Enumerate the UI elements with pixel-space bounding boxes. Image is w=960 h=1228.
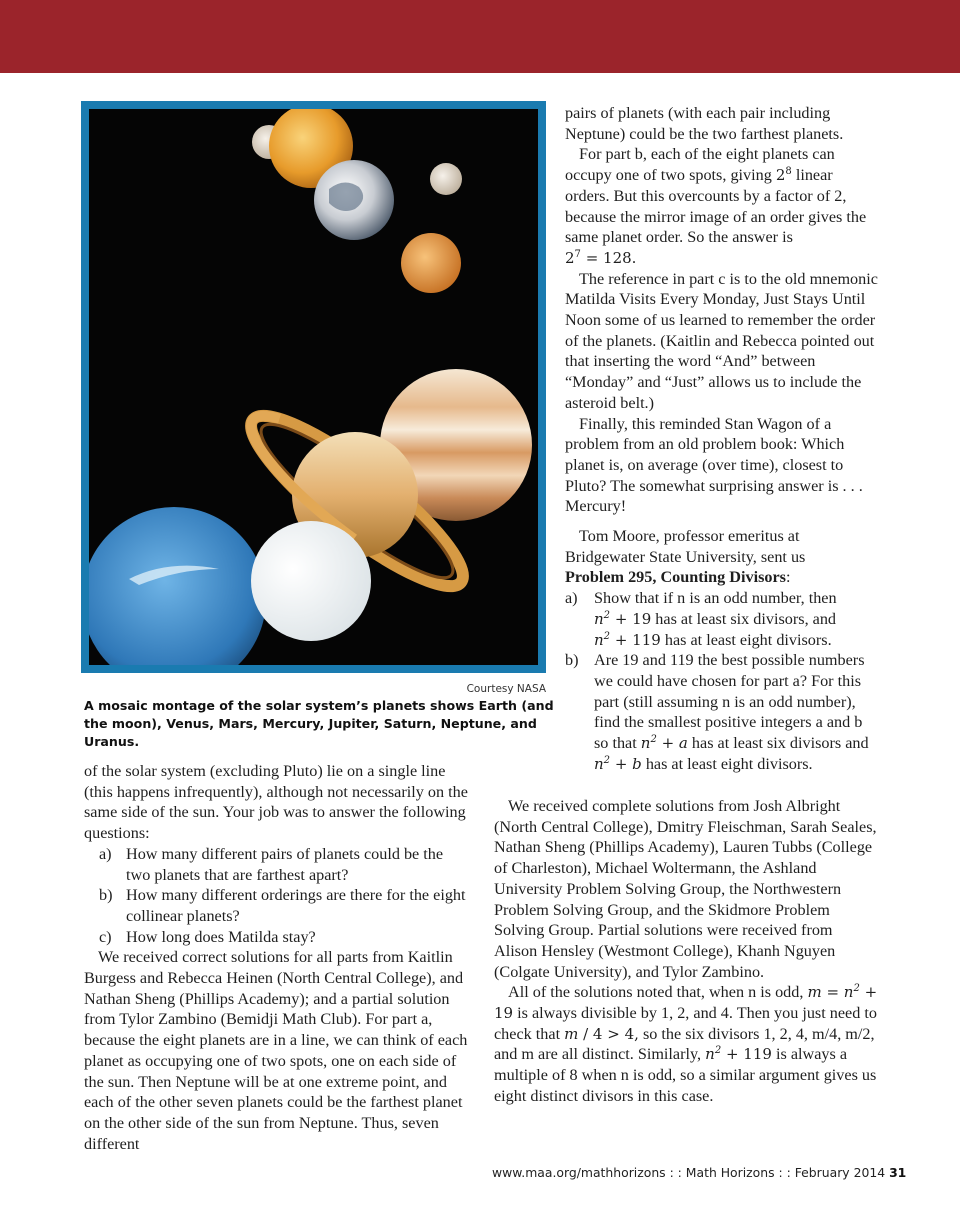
p2-text-post: linear orders. But this overcounts by a factor of 2, because the mirror image of an order gives the same planet order. So the answer is (565, 166, 867, 247)
answer-value: = 128. (585, 248, 637, 267)
right-paragraph-3: The reference in part c is to the old mnemonic Matilda Visits Every Monday, Just Stays Until Noon some of us learned to remember the order of the planets. (Kaitlin and Rebecca pointed out that inserting the word “And” between “Monday” and “Just” allows us to include the asteroid belt.) (565, 269, 878, 412)
math-n2-a: $n^2 + a$ (640, 734, 688, 753)
math-n2-b: $n^2 + b$ (594, 754, 642, 773)
math-2-7: $2^7$ (565, 248, 581, 267)
problem-part-b (565, 650, 880, 774)
math-n2-119-b: $n^2$ (705, 1045, 722, 1064)
p2-part-d: is always a multiple of 8 when n is odd, so a similar argument gives us eight distinct divisors in this case. (494, 1045, 877, 1105)
problem-title: Problem 295, Counting Divisors: (565, 568, 791, 587)
right-column-bottom (494, 796, 878, 1107)
figure-caption: A mosaic montage of the solar system’s planets shows Earth (and the moon), Venus, Mars, Mercury, Jupiter, Saturn, Neptune, and Uranus. (84, 698, 554, 749)
part-b-text-2: has at least six divisors and (691, 734, 869, 753)
left-paragraph-2: We received correct solutions for all parts from Kaitlin Burgess and Rebecca Heinen (North Central College), and Nathan Sheng (Phillips Academy); and a partial solution from Tylor Zambino (Bemidji Math Club). For part a, because the eight planets are in a line, we can think of each planet as occupying one of two spots, one on each side of the sun. Then Neptune will be at one extreme point, and each of the other seven planets could be the farthest planet on the other side of the sun from Neptune. Thus, seven different (84, 948, 468, 1153)
photo-credit: Courtesy NASA (466, 683, 546, 695)
solutions-paragraph: We received complete solutions from Josh Albright (North Central College), Dmitry Fleischman, Sarah Seales, Nathan Sheng (Phillips Academy), Lauren Tubbs (College of Charleston), Michael Woltermann, the Ashland University Problem Solving Group, the Northwestern Problem Solving Group, and the Skidmore Problem Solving Group. Partial solutions were received from Alison Hensley (Westmont College), Khanh Nguyen (Colgate University), and Tylor Zambino. (494, 797, 877, 981)
math-2-8: $2^8$ (775, 166, 792, 185)
part-b-label: b) (565, 651, 579, 670)
part-a-text-3: has at least eight divisors. (664, 630, 832, 649)
question-a-label: a) (99, 844, 112, 863)
page-footer (492, 1165, 907, 1180)
math-n2-119: $n^2$ (594, 630, 611, 649)
header-bar (0, 0, 960, 73)
math-m-over-4: m (564, 1024, 579, 1043)
p2-part-b: is always divisible by 1, 2, and 4. Then you just need to check that (494, 1004, 877, 1043)
part-a-text-1: Show that if n is an odd number, then (594, 589, 837, 608)
problem-part-a: a) Show that if n is an odd number, then $n^2 + 19$ has at least six divisors, and $n^2 + 119$ has at least eight divisors. (565, 589, 837, 649)
right-paragraph-4: Finally, this reminded Stan Wagon of a problem from an old problem book: Which planet is, on average (over time), closest to Pluto? The somewhat surprising answer is . . . Mercury! (565, 414, 863, 516)
question-a (84, 844, 468, 885)
question-c-label: c) (99, 927, 112, 946)
p2-part-c: so the six divisors 1, 2, 4, m/4, m/2, and m are all distinct. Similarly, (494, 1024, 875, 1064)
page-number: 31 (889, 1165, 907, 1180)
question-b (84, 885, 468, 926)
question-a-text: How many different pairs of planets could be the two planets that are farthest apart? (126, 844, 444, 884)
question-b-text: How many different orderings are there for the eight collinear planets? (126, 886, 466, 925)
planet-photo-frame (81, 101, 546, 673)
math-n2-19: $n^2$ (594, 609, 611, 628)
solutions-paragraph-2: All of the solutions noted that, when n is odd, $m = n^2 + 19$ is always divisible by 1, 2, and 4. Then you just need to check that m / 4 > 4, so the six divisors 1, 2, 4, m/4, m/2, and m are all distinct. Similarly, $n^2 + 119$ is always a multiple of 8 when n is odd, so a similar argument gives us eight distinct divisors in this case. (494, 983, 878, 1105)
left-paragraph: of the solar system (excluding Pluto) lie on a single line (this happens infrequently), although not necessarily on the same side of the sun. Your job was to answer the following questions: (84, 762, 468, 843)
footer-text: www.maa.org/mathhorizons : : Math Horizons : : February 2014 (492, 1165, 886, 1180)
p2-text-pre: For part b, each of the eight planets can occupy one of two spots, giving (565, 145, 835, 185)
p2-part-a: All of the solutions noted that, when n is odd, (508, 983, 804, 1002)
right-column-top (565, 103, 880, 775)
right-paragraph-2 (565, 144, 880, 268)
left-column (84, 761, 468, 1154)
math-m-def: $m = n^2$ (807, 983, 860, 1002)
question-b-label: b) (99, 886, 113, 905)
right-paragraph-1: pairs of planets (with each pair including Neptune) could be the two farthest planets. (565, 104, 844, 143)
part-b-text: Are 19 and 119 the best possible numbers we could have chosen for part a? For this part (still assuming n is an odd number), find the smallest positive integers a and b so that (594, 651, 865, 753)
right-paragraph-5: Tom Moore, professor emeritus at Bridgewater State University, sent us (565, 527, 806, 566)
part-a-label: a) (565, 589, 578, 608)
question-c-text: How long does Matilda stay? (126, 927, 316, 946)
question-c (84, 927, 468, 948)
problem-title-text: Problem 295, Counting Divisors (565, 568, 786, 587)
part-b-text-3: has at least eight divisors. (645, 754, 813, 773)
planets-photo (89, 109, 538, 665)
part-a-text-2: has at least six divisors, and (655, 609, 837, 628)
